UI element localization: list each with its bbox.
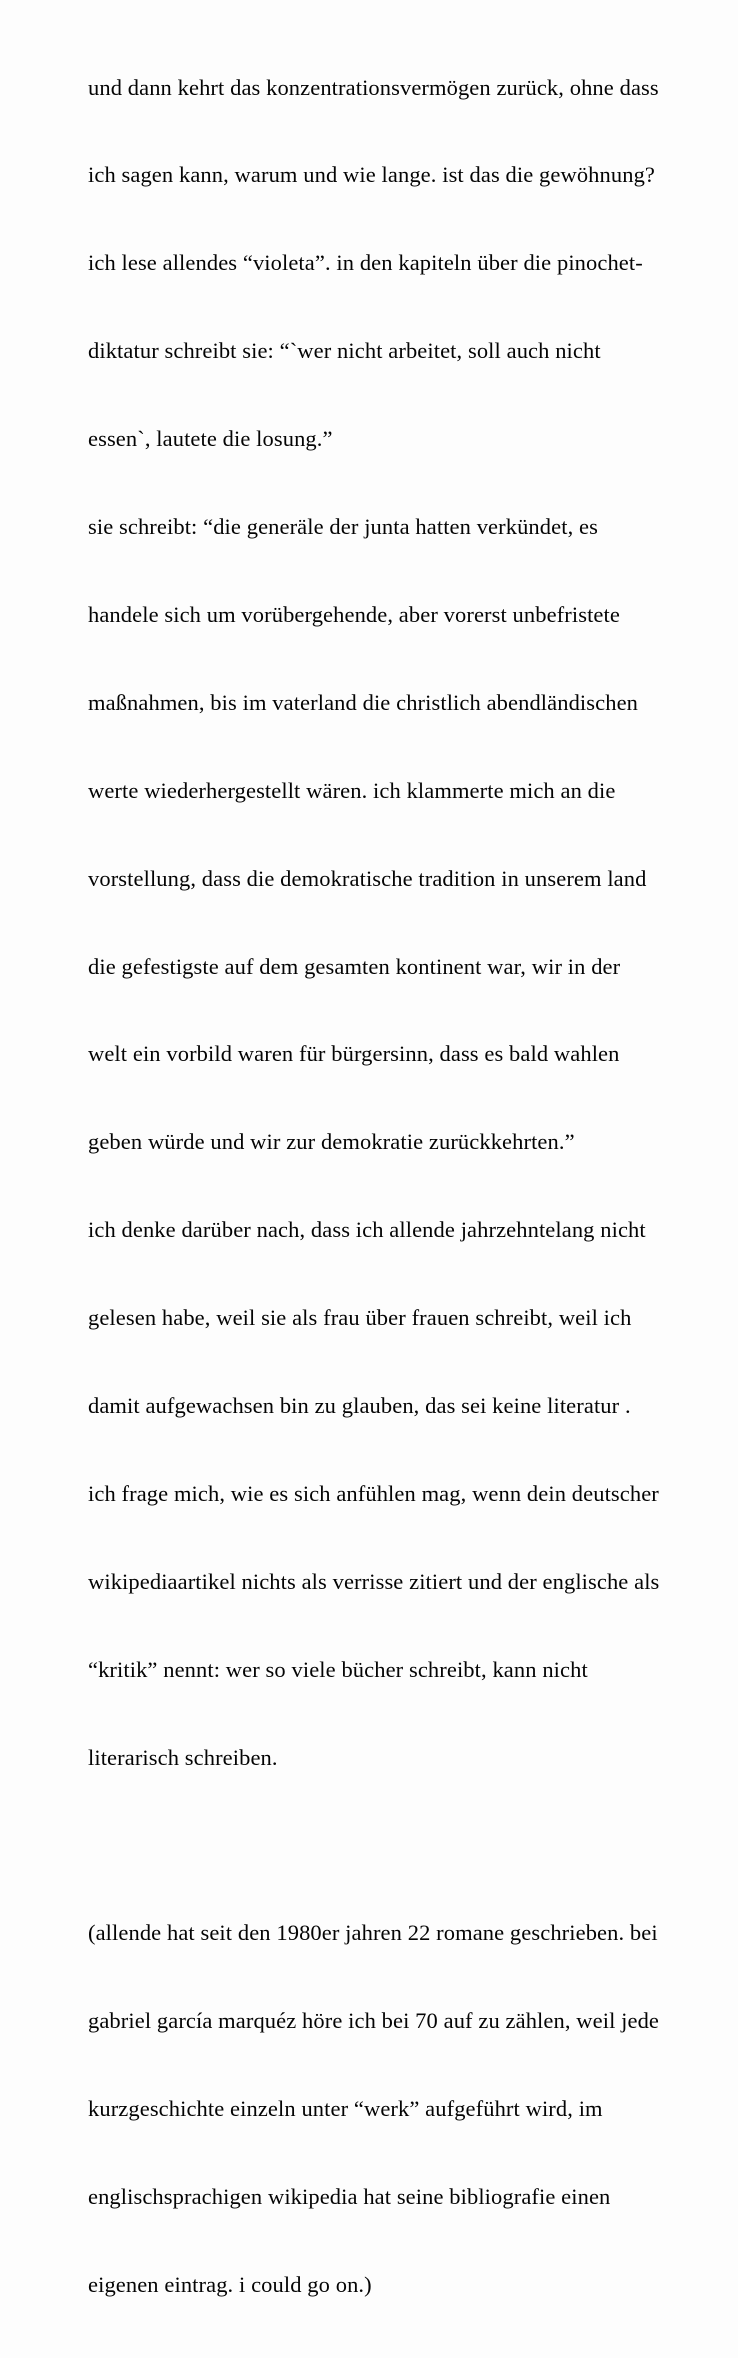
paragraph-block-2 <box>88 1860 698 2358</box>
text-line: (allende hat seit den 1980er jahren 22 romane geschrieben. bei <box>88 1920 658 1946</box>
text-line: maßnahmen, bis im vaterland die christlich abendländischen <box>88 689 639 715</box>
text-line: gabriel garcía marquéz höre ich bei 70 auf zu zählen, weil jede <box>88 2008 660 2034</box>
text-line: werte wiederhergestellt wären. ich klammerte mich an die <box>88 777 616 803</box>
paragraph-block-1 <box>88 14 698 1830</box>
text-line: damit aufgewachsen bin zu glauben, das sei keine literatur . <box>88 1392 631 1418</box>
text-line: ich frage mich, wie es sich anfühlen mag, wenn dein deutscher <box>88 1480 659 1506</box>
text-line: diktatur schreibt sie: “`wer nicht arbeitet, soll auch nicht <box>88 338 601 364</box>
text-line: wikipediaartikel nichts als verrisse zitiert und der englische als <box>88 1568 660 1594</box>
text-line: essen`, lautete die losung.” <box>88 426 333 452</box>
text-line: sie schreibt: “die generäle der junta hatten verkündet, es <box>88 514 598 540</box>
text-line: welt ein vorbild waren für bürgersinn, dass es bald wahlen <box>88 1041 620 1067</box>
text-line: und dann kehrt das konzentrationsvermögen zurück, ohne dass <box>88 74 659 100</box>
text-line: geben würde und wir zur demokratie zurückkehrten.” <box>88 1129 575 1155</box>
paragraph-gap <box>88 1830 698 1859</box>
text-line: vorstellung, dass die demokratische tradition in unserem land <box>88 865 647 891</box>
text-line: “kritik” nennt: wer so viele bücher schreibt, kann nicht <box>88 1656 588 1682</box>
text-line: die gefestigste auf dem gesamten kontinent war, wir in der <box>88 953 621 979</box>
text-line: kurzgeschichte einzeln unter “werk” aufgeführt wird, im <box>88 2096 603 2122</box>
text-line: literarisch schreiben. <box>88 1744 278 1770</box>
text-line: eigenen eintrag. i could go on.) <box>88 2271 372 2297</box>
text-line: handele sich um vorübergehende, aber vorerst unbefristete <box>88 601 620 627</box>
text-line: ich denke darüber nach, dass ich allende jahrzehntelang nicht <box>88 1217 646 1243</box>
text-line: ich lese allendes “violeta”. in den kapiteln über die pinochet- <box>88 250 643 276</box>
text-line: gelesen habe, weil sie als frau über frauen schreibt, weil ich <box>88 1305 632 1331</box>
text-line: ich sagen kann, warum und wie lange. ist das die gewöhnung? <box>88 162 656 188</box>
text-line: englischsprachigen wikipedia hat seine bibliografie einen <box>88 2183 611 2209</box>
